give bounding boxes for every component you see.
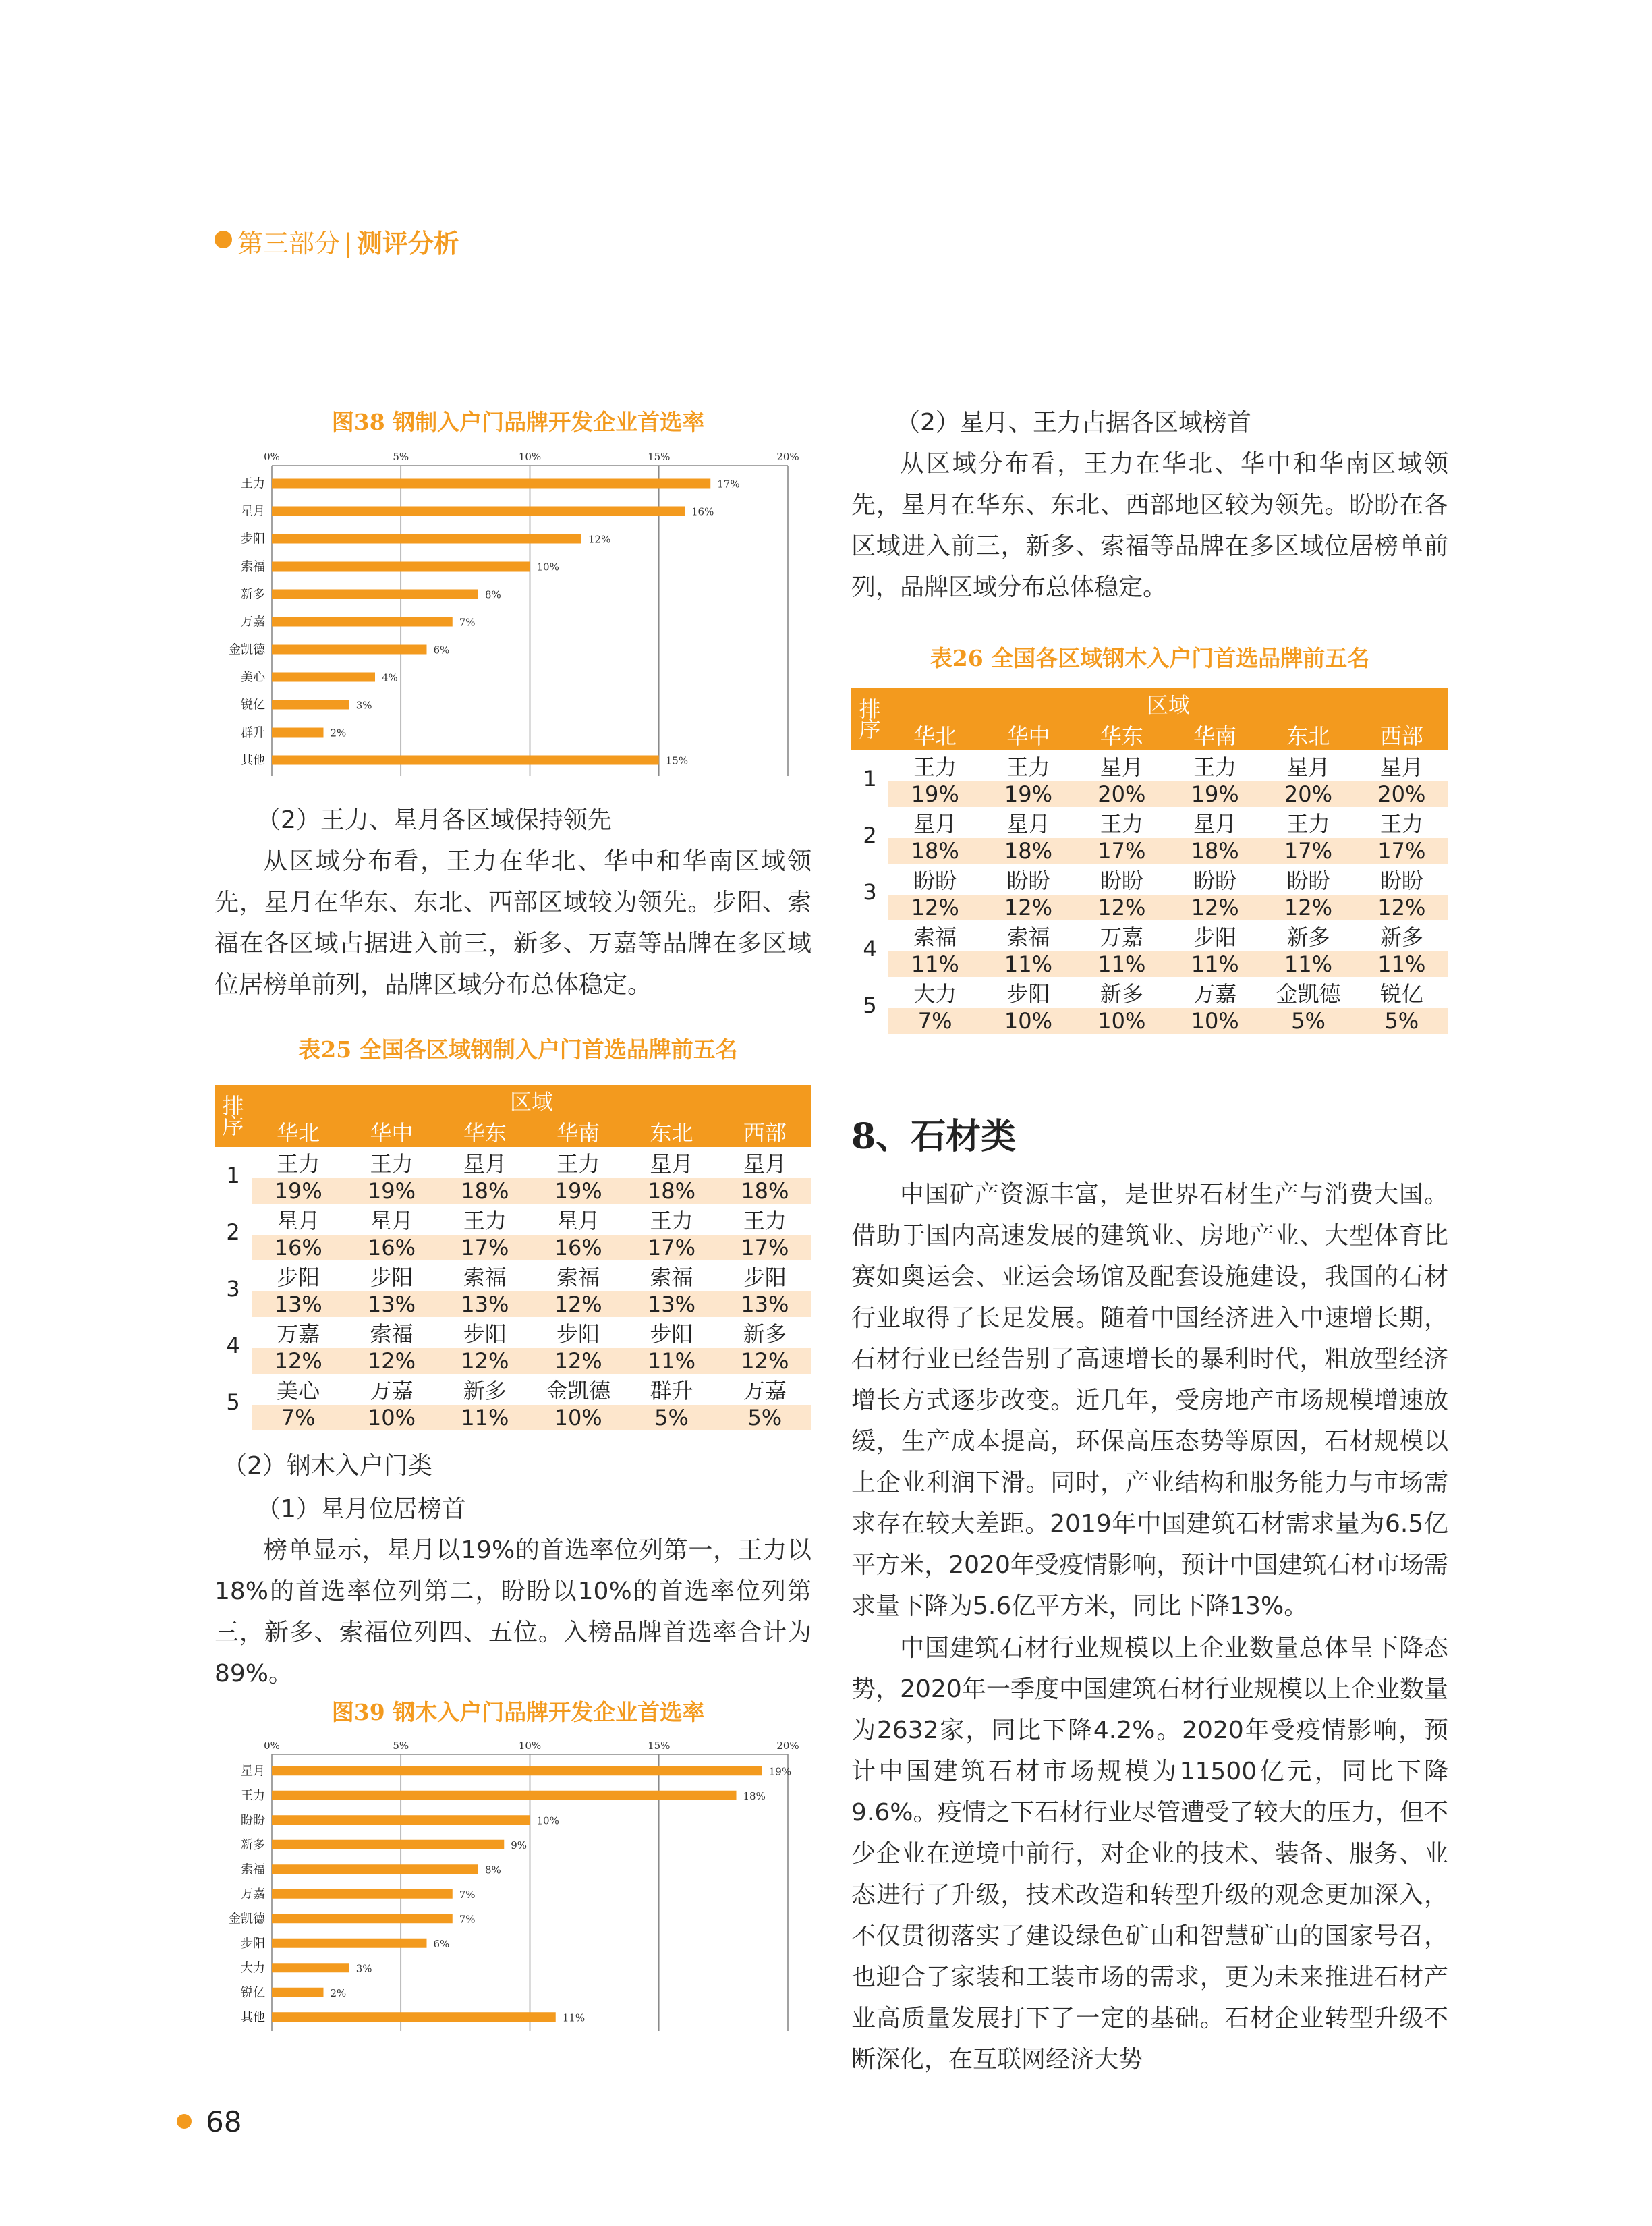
rate-cell: 16%	[532, 1235, 625, 1260]
bar	[272, 1914, 453, 1923]
bar	[272, 1815, 530, 1825]
category-label: 王力	[241, 1788, 265, 1803]
brand-cell: 星月	[888, 807, 981, 838]
value-label: 8%	[485, 588, 501, 601]
rate-cell: 12%	[252, 1348, 345, 1374]
rate-cell: 19%	[532, 1178, 625, 1204]
rate-cell: 20%	[1355, 781, 1448, 807]
bar	[272, 728, 324, 738]
bar	[272, 2012, 556, 2022]
rate-cell: 17%	[438, 1235, 532, 1260]
brand-cell: 王力	[625, 1204, 718, 1235]
brand-cell: 王力	[252, 1147, 345, 1178]
brand-cell: 星月	[1261, 750, 1355, 781]
rank-cell: 1	[215, 1147, 252, 1204]
rate-cell: 7%	[252, 1405, 345, 1430]
category-label: 新多	[241, 587, 265, 602]
brand-cell: 王力	[1168, 750, 1261, 781]
brand-cell: 万嘉	[718, 1374, 811, 1405]
section-sep: |	[344, 229, 353, 258]
brand-cell: 盼盼	[888, 864, 981, 895]
value-label: 4%	[382, 671, 398, 684]
rate-cell: 10%	[1075, 1008, 1168, 1034]
rank-header: 排序	[851, 688, 888, 750]
brand-cell: 步阳	[1168, 920, 1261, 951]
rate-cell: 17%	[1355, 838, 1448, 864]
value-label: 9%	[511, 1839, 528, 1852]
rate-cell: 20%	[1075, 781, 1168, 807]
rate-cell: 13%	[718, 1291, 811, 1317]
brand-cell: 王力	[1261, 807, 1355, 838]
section-bullet-icon	[215, 231, 232, 248]
region-column-header: 东北	[1261, 719, 1355, 750]
x-tick-label: 15%	[648, 1740, 671, 1752]
value-label: 17%	[717, 478, 740, 491]
brand-cell: 步阳	[981, 977, 1075, 1008]
region-column-header: 华北	[252, 1116, 345, 1147]
category-label: 其他	[241, 753, 265, 768]
wood-paragraph: 榜单显示，星月以19%的首选率位列第一，王力以18%的首选率位列第二，盼盼以10%的首选率位列第三，新多、索福位列四、五位。入榜品牌首选率合计为89%。	[215, 1536, 811, 1688]
category-label: 万嘉	[241, 615, 265, 630]
rate-cell: 18%	[888, 838, 981, 864]
rate-cell: 11%	[1168, 951, 1261, 977]
category-label: 大力	[241, 1961, 265, 1976]
table25-caption: 表25 全国各区域钢制入户门首选品牌前五名	[298, 1036, 738, 1063]
rate-cell: 12%	[1075, 895, 1168, 920]
rate-cell: 13%	[252, 1291, 345, 1317]
brand-cell: 星月	[345, 1204, 438, 1235]
wood-subtitle: （1）星月位居榜首	[256, 1495, 466, 1523]
rate-cell: 10%	[1168, 1008, 1261, 1034]
table26-caption: 表26 全国各区域钢木入户门首选品牌前五名	[930, 645, 1370, 671]
category-label: 王力	[241, 476, 265, 491]
rate-cell: 20%	[1261, 781, 1355, 807]
brand-cell: 星月	[981, 807, 1075, 838]
category-label: 星月	[241, 1764, 265, 1779]
region-column-header: 华中	[345, 1116, 438, 1147]
brand-cell: 新多	[1075, 977, 1168, 1008]
category-label: 步阳	[241, 532, 265, 547]
x-tick-label: 20%	[776, 451, 799, 463]
brand-cell: 万嘉	[252, 1317, 345, 1348]
rate-cell: 10%	[981, 1008, 1075, 1034]
category-label: 锐亿	[241, 698, 265, 713]
rate-cell: 11%	[1075, 951, 1168, 977]
rate-cell: 16%	[345, 1235, 438, 1260]
category-label: 金凯德	[229, 1912, 265, 1926]
brand-cell: 星月	[1075, 750, 1168, 781]
rate-cell: 13%	[625, 1291, 718, 1317]
rate-cell: 7%	[888, 1008, 981, 1034]
rate-cell: 18%	[438, 1178, 532, 1204]
x-tick-label: 10%	[518, 451, 542, 463]
bar	[272, 1791, 737, 1800]
rate-cell: 18%	[718, 1178, 811, 1204]
bar	[272, 1864, 478, 1874]
value-label: 16%	[691, 505, 714, 518]
rate-cell: 18%	[625, 1178, 718, 1204]
rate-cell: 5%	[1261, 1008, 1355, 1034]
rate-cell: 5%	[718, 1405, 811, 1430]
rank-cell: 1	[851, 750, 888, 807]
x-tick-label: 10%	[518, 1740, 542, 1752]
brand-cell: 盼盼	[1168, 864, 1261, 895]
rate-cell: 12%	[532, 1348, 625, 1374]
bar	[272, 1963, 349, 1972]
table26	[851, 688, 1448, 1034]
brand-cell: 星月	[625, 1147, 718, 1178]
region-column-header: 华东	[438, 1116, 532, 1147]
brand-cell: 索福	[981, 920, 1075, 951]
region-header: 区域	[252, 1085, 811, 1116]
brand-cell: 王力	[981, 750, 1075, 781]
brand-cell: 万嘉	[1168, 977, 1261, 1008]
value-label: 11%	[562, 2011, 586, 2024]
region-column-header: 华东	[1075, 719, 1168, 750]
rate-cell: 11%	[625, 1348, 718, 1374]
rate-cell: 18%	[981, 838, 1075, 864]
brand-cell: 万嘉	[345, 1374, 438, 1405]
rank-cell: 5	[215, 1374, 252, 1430]
stone-paragraph-1: 中国矿产资源丰富，是世界石材生产与消费大国。借助于国内高速发展的建筑业、房地产业、大型体育比赛如奥运会、亚运会场馆及配套设施建设，我国的石材行业取得了长足发展。随着中国经济进入中速增长期，石材行业已经告别了高速增长的暴利时代，粗放型经济增长方式逐步改变。近几年，受房地产市场规模增速放缓，生产成本提高，环保高压态势等原因，石材规模以上企业利润下滑。同时，产业结构和服务能力与市场需求存在较大差距。2019年中国建筑石材需求量为6.5亿平方米，2020年受疫情影响，预计中国建筑石材市场需求量下降为5.6亿平方米，同比下降13%。	[851, 1181, 1448, 1620]
brand-cell: 王力	[718, 1204, 811, 1235]
category-label: 新多	[241, 1837, 265, 1852]
rate-cell: 5%	[625, 1405, 718, 1430]
rate-cell: 12%	[888, 895, 981, 920]
brand-cell: 美心	[252, 1374, 345, 1405]
region-column-header: 华南	[532, 1116, 625, 1147]
value-label: 18%	[743, 1789, 766, 1802]
rate-cell: 12%	[1355, 895, 1448, 920]
section-header	[237, 223, 459, 260]
rate-cell: 19%	[888, 781, 981, 807]
category-label: 盼盼	[241, 1813, 265, 1828]
rank-cell: 2	[215, 1204, 252, 1260]
rate-cell: 12%	[718, 1348, 811, 1374]
region-column-header: 西部	[718, 1116, 811, 1147]
bar	[272, 1988, 324, 1997]
x-tick-label: 15%	[648, 451, 671, 463]
value-label: 3%	[355, 1962, 372, 1975]
region-header: 区域	[888, 688, 1448, 719]
x-tick-label: 20%	[776, 1740, 799, 1752]
rate-cell: 19%	[252, 1178, 345, 1204]
region-column-header: 华中	[981, 719, 1075, 750]
page-number: 68	[206, 2105, 242, 2138]
brand-cell: 星月	[438, 1147, 532, 1178]
value-label: 10%	[536, 1814, 559, 1827]
bar	[272, 1840, 504, 1849]
bar	[272, 700, 349, 710]
rank-cell: 3	[851, 864, 888, 920]
brand-cell: 盼盼	[1075, 864, 1168, 895]
category-label: 万嘉	[241, 1887, 265, 1901]
rate-cell: 16%	[252, 1235, 345, 1260]
right-region-subtitle: （2）星月、王力占据各区域榜首	[896, 409, 1251, 437]
value-label: 2%	[330, 727, 347, 740]
brand-cell: 群升	[625, 1374, 718, 1405]
brand-cell: 步阳	[718, 1260, 811, 1291]
brand-cell: 新多	[718, 1317, 811, 1348]
category-label: 其他	[241, 2010, 265, 2025]
rank-cell: 5	[851, 977, 888, 1034]
bar	[272, 617, 453, 627]
value-label: 12%	[588, 533, 611, 546]
rate-cell: 10%	[345, 1405, 438, 1430]
brand-cell: 星月	[1168, 807, 1261, 838]
rate-cell: 5%	[1355, 1008, 1448, 1034]
rate-cell: 12%	[981, 895, 1075, 920]
category-label: 金凯德	[229, 642, 265, 657]
rate-cell: 17%	[1075, 838, 1168, 864]
brand-cell: 盼盼	[1355, 864, 1448, 895]
brand-cell: 盼盼	[1261, 864, 1355, 895]
rate-cell: 11%	[981, 951, 1075, 977]
left-region-subtitle: （2）王力、星月各区域保持领先	[256, 806, 612, 834]
region-column-header: 华北	[888, 719, 981, 750]
x-tick-label: 0%	[264, 1740, 280, 1752]
rate-cell: 12%	[438, 1348, 532, 1374]
value-label: 8%	[485, 1864, 501, 1876]
rank-cell: 2	[851, 807, 888, 864]
brand-cell: 索福	[888, 920, 981, 951]
value-label: 7%	[459, 1913, 476, 1926]
x-tick-label: 5%	[393, 1740, 409, 1752]
rank-cell: 4	[851, 920, 888, 977]
rate-cell: 19%	[1168, 781, 1261, 807]
brand-cell: 索福	[438, 1260, 532, 1291]
fig38-chart	[215, 445, 822, 776]
rate-cell: 19%	[981, 781, 1075, 807]
rate-cell: 11%	[1355, 951, 1448, 977]
brand-cell: 王力	[532, 1147, 625, 1178]
rate-cell: 12%	[345, 1348, 438, 1374]
rate-cell: 11%	[888, 951, 981, 977]
stone-paragraph-2: 中国建筑石材行业规模以上企业数量总体呈下降态势，2020年一季度中国建筑石材行业规模以上企业数量为2632家，同比下降4.2%。2020年受疫情影响，预计中国建筑石材市场规模为11500亿元，同比下降9.6%。疫情之下石材行业尽管遭受了较大的压力，但不少企业在逆境中前行，对企业的技术、装备、服务、业态进行了升级，技术改造和转型升级的观念更加深入，不仅贯彻落实了建设绿色矿山和智慧矿山的国家号召，也迎合了家装和工装市场的需求，更为未来推进石材产业高质量发展打下了一定的基础。石材企业转型升级不断深化，在互联网经济大势	[851, 1634, 1448, 2074]
fig39-chart	[215, 1734, 822, 2031]
rate-cell: 11%	[438, 1405, 532, 1430]
rate-cell: 17%	[718, 1235, 811, 1260]
value-label: 15%	[665, 754, 689, 767]
brand-cell: 步阳	[252, 1260, 345, 1291]
category-label: 群升	[241, 725, 265, 740]
bar	[272, 1889, 453, 1899]
bar	[272, 756, 659, 765]
brand-cell: 星月	[1355, 750, 1448, 781]
value-label: 7%	[459, 616, 476, 629]
brand-cell: 金凯德	[532, 1374, 625, 1405]
rate-cell: 12%	[532, 1291, 625, 1317]
bar	[272, 507, 685, 516]
category-label: 步阳	[241, 1936, 265, 1951]
category-label: 美心	[241, 670, 265, 685]
brand-cell: 索福	[625, 1260, 718, 1291]
brand-cell: 王力	[438, 1204, 532, 1235]
rank-cell: 3	[215, 1260, 252, 1317]
value-label: 3%	[355, 699, 372, 712]
bar	[272, 673, 375, 682]
brand-cell: 索福	[532, 1260, 625, 1291]
right-region-paragraph: 从区域分布看，王力在华北、华中和华南区域领先，星月在华东、东北、西部地区较为领先。盼盼在各区域进入前三，新多、索福等品牌在多区域位居榜单前列，品牌区域分布总体稳定。	[851, 450, 1448, 601]
brand-cell: 步阳	[532, 1317, 625, 1348]
brand-cell: 王力	[1355, 807, 1448, 838]
rate-cell: 18%	[1168, 838, 1261, 864]
table25	[215, 1085, 811, 1430]
rate-cell: 11%	[1261, 951, 1355, 977]
category-label: 星月	[241, 504, 265, 519]
x-tick-label: 0%	[264, 451, 280, 463]
rate-cell: 10%	[532, 1405, 625, 1430]
section-part: 第三部分	[237, 229, 341, 258]
rate-cell: 13%	[438, 1291, 532, 1317]
brand-cell: 新多	[1355, 920, 1448, 951]
brand-cell: 新多	[1261, 920, 1355, 951]
bar	[272, 479, 710, 489]
region-column-header: 西部	[1355, 719, 1448, 750]
bar	[272, 1939, 427, 1948]
region-column-header: 东北	[625, 1116, 718, 1147]
brand-cell: 王力	[1075, 807, 1168, 838]
value-label: 10%	[536, 561, 559, 574]
category-label: 索福	[241, 559, 265, 574]
fig39-caption: 图39 钢木入户门品牌开发企业首选率	[331, 1699, 705, 1725]
category-label: 索福	[241, 1862, 265, 1877]
region-column-header: 华南	[1168, 719, 1261, 750]
value-label: 2%	[330, 1986, 347, 1999]
brand-cell: 步阳	[438, 1317, 532, 1348]
brand-cell: 新多	[438, 1374, 532, 1405]
brand-cell: 星月	[532, 1204, 625, 1235]
value-label: 19%	[768, 1765, 792, 1778]
rate-cell: 19%	[345, 1178, 438, 1204]
rate-cell: 13%	[345, 1291, 438, 1317]
brand-cell: 盼盼	[981, 864, 1075, 895]
brand-cell: 王力	[888, 750, 981, 781]
brand-cell: 步阳	[625, 1317, 718, 1348]
brand-cell: 星月	[252, 1204, 345, 1235]
x-tick-label: 5%	[393, 451, 409, 463]
bar	[272, 1766, 762, 1775]
rate-cell: 17%	[625, 1235, 718, 1260]
brand-cell: 索福	[345, 1317, 438, 1348]
value-label: 7%	[459, 1888, 476, 1901]
left-region-paragraph: 从区域分布看，王力在华北、华中和华南区域领先，星月在华东、东北、西部区域较为领先。步阳、索福在各区域占据进入前三，新多、万嘉等品牌在多区域位居榜单前列，品牌区域分布总体稳定。	[215, 847, 811, 999]
brand-cell: 万嘉	[1075, 920, 1168, 951]
brand-cell: 大力	[888, 977, 981, 1008]
bar	[272, 590, 478, 599]
wood-section-title: （2）钢木入户门类	[223, 1452, 432, 1480]
rank-cell: 4	[215, 1317, 252, 1374]
brand-cell: 王力	[345, 1147, 438, 1178]
section-title: 测评分析	[356, 228, 459, 258]
rank-header: 排序	[215, 1085, 252, 1147]
brand-cell: 金凯德	[1261, 977, 1355, 1008]
rate-cell: 17%	[1261, 838, 1355, 864]
rate-cell: 12%	[1168, 895, 1261, 920]
brand-cell: 步阳	[345, 1260, 438, 1291]
bar	[272, 534, 581, 544]
value-label: 6%	[433, 644, 450, 657]
bar	[272, 645, 427, 655]
page-number-bullet-icon	[177, 2114, 192, 2129]
value-label: 6%	[433, 1937, 450, 1950]
fig38-caption: 图38 钢制入户门品牌开发企业首选率	[331, 409, 705, 435]
bar	[272, 562, 530, 572]
brand-cell: 锐亿	[1355, 977, 1448, 1008]
stone-heading: 8、石材类	[851, 1116, 1017, 1157]
category-label: 锐亿	[241, 1985, 265, 2000]
rate-cell: 12%	[1261, 895, 1355, 920]
brand-cell: 星月	[718, 1147, 811, 1178]
